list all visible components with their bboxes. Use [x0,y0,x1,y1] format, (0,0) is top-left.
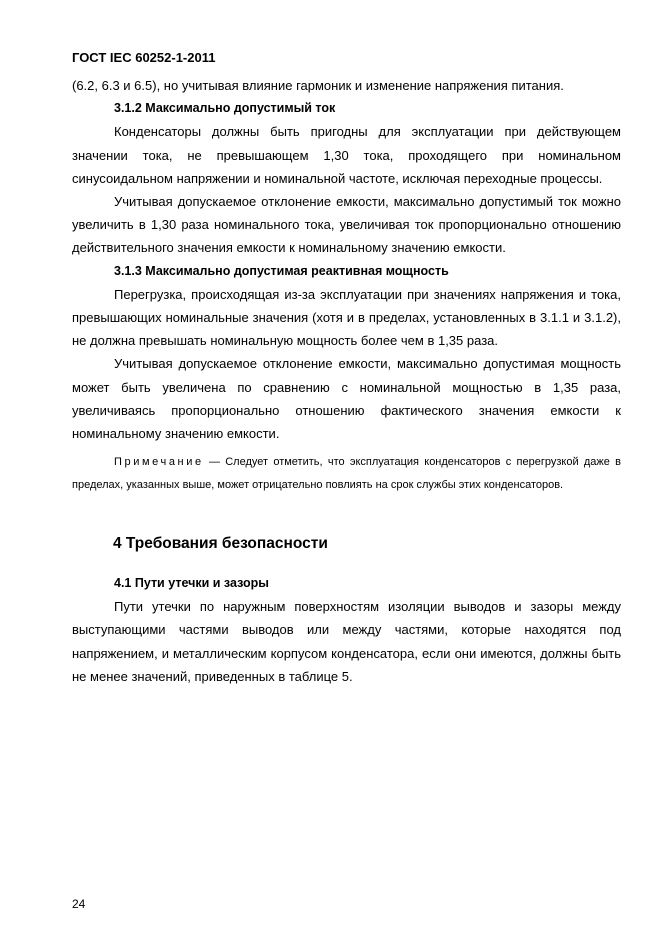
paragraph-4-1: Пути утечки по наружным поверхностям изоляции выводов и зазоры между выступающими частями выводов или между частями, которые находятся под напряжением, и металлическим корпусом конденсатора, если они имеются, должны быть не менее значений, приведенных в таблице 5. [72,599,621,684]
heading-3-1-2: 3.1.2 Максимально допустимый ток [114,101,336,116]
heading-3-1-3: 3.1.3 Максимально допустимая реактивная мощность [114,263,449,278]
paragraph-3-1-3-a: Перегрузка, происходящая из-за эксплуатации при значениях напряжения и тока, превышающих номинальные значения (хотя и в пределах, установленных в 3.1.1 и 3.1.2), не должна превышать номинальную мощность более чем в 1,35 раза. [72,286,621,349]
note-text: — Следует отметить, что эксплуатация конденсаторов с перегрузкой даже в пределах, указанных выше, может отрицательно повлиять на срок службы этих конденсаторов. [72,456,621,492]
paragraph-3-1-3-b: Учитывая допускаемое отклонение емкости, максимально допустимая мощность может быть увеличена по сравнению с номинальной мощностью в 1,35 раза, увеличиваясь пропорционально отношению фактического значения емкости к номинальному значению емкости. [72,356,621,442]
heading-section-4: 4 Требования безопасности [113,535,328,552]
section-3-body [72,74,621,497]
section-4-body [72,572,621,688]
paragraph-3-1-2-a: Конденсаторы должны быть пригодны для эксплуатации при действующем значении тока, не превышающем 1,30 тока, проходящего при номинальном синусоидальном напряжении и номинальной частоте, исключая переходные процессы. [72,124,621,186]
note-label: Примечание [114,456,204,469]
note [72,451,621,497]
page-number: 24 [72,897,86,911]
paragraph-3-1-2-b: Учитывая допускаемое отклонение емкости, максимально допустимый ток можно увеличить в 1,30 раза номинального тока, увеличивая ток пропорционально отношению действительного значения емкости к номинальному значению емкости. [72,194,621,256]
document-header: ГОСТ IEC 60252-1-2011 [72,50,216,65]
heading-4-1: 4.1 Пути утечки и зазоры [114,576,269,590]
continuation-paragraph: (6.2, 6.3 и 6.5), но учитывая влияние гармоник и изменение напряжения питания. [72,78,564,93]
